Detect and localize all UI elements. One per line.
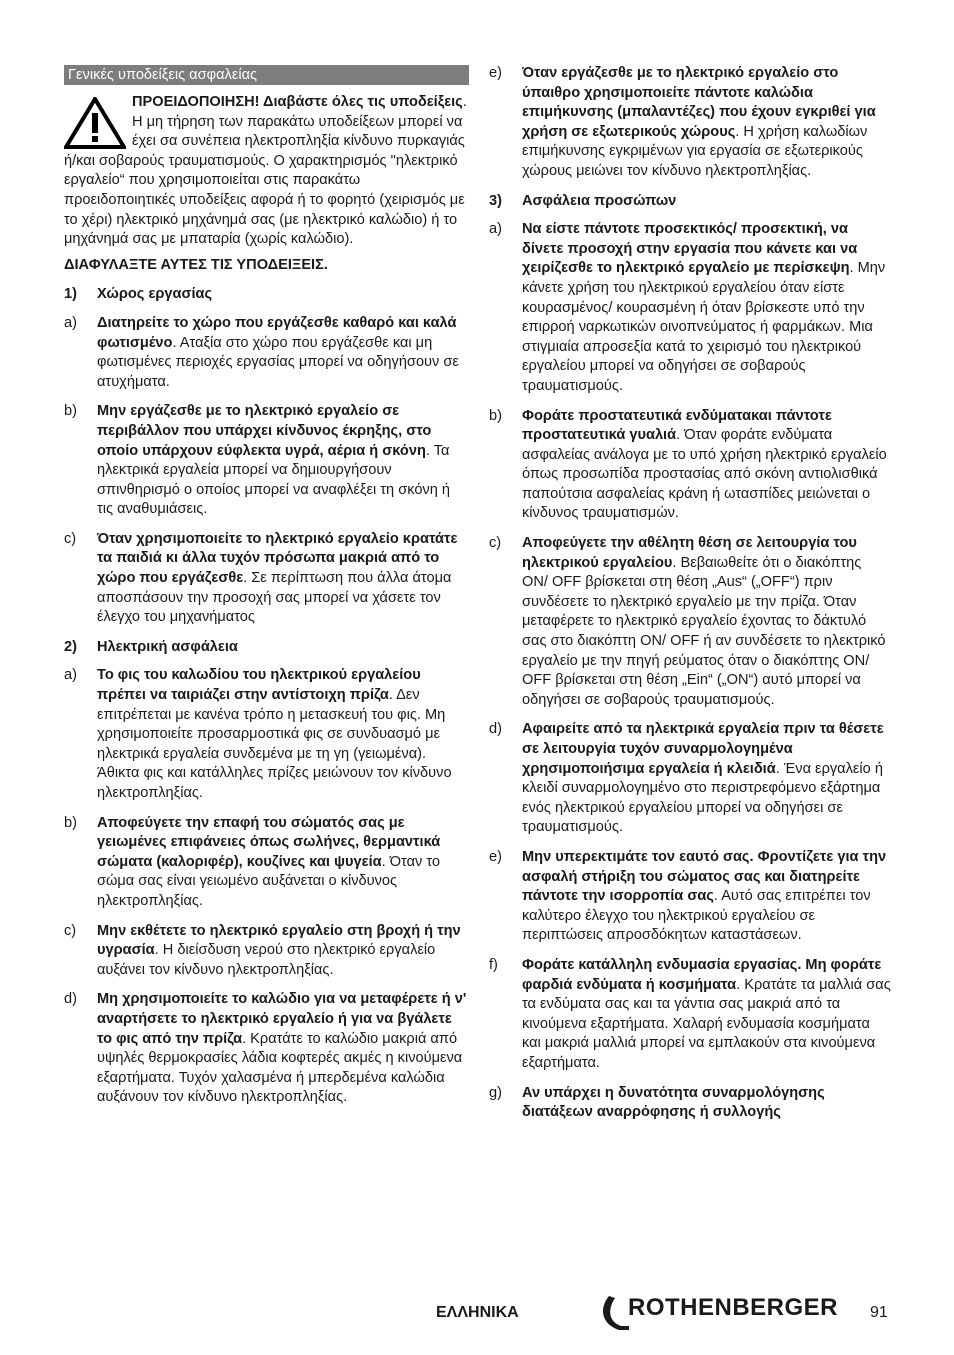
item-lead: Μην υπερεκτιμάτε τον εαυτό σας. Φροντίζετε για την ασφαλή στήριξη του σώματος σας και διατηρείτε πάντοτε την ισορροπία σας bbox=[522, 848, 887, 905]
item-label: e) bbox=[489, 65, 502, 81]
item-label: d) bbox=[64, 991, 77, 1008]
brand-swoosh-icon bbox=[597, 1292, 631, 1332]
item-lead: Διατηρείτε το χώρο που εργάζεσθε καθαρό και καλά φωτισμένο bbox=[97, 314, 457, 351]
list-item bbox=[489, 720, 891, 838]
section-1-title: Χώρος εργασίας bbox=[97, 286, 213, 303]
section-1-number: 1) bbox=[64, 286, 77, 303]
item-text: . Σε περίπτωση που άλλα άτομα αποσπάσουν την προσοχή σας μπορεί να χάσετε τον έλεγχο του μηχανήματος bbox=[97, 570, 452, 626]
item-lead: Αποφεύγετε την αθέλητη θέση σε λειτουργία του ηλεκτρικού εργαλείου bbox=[522, 535, 857, 571]
item-label: a) bbox=[489, 221, 502, 238]
item-text: . Η διείσδυση νερού στο ηλεκτρικό εργαλείο αυξάνει τον κίνδυνο ηλεκτροπληξίας. bbox=[97, 942, 436, 978]
item-label: g) bbox=[489, 1084, 502, 1101]
section-title: Γενικές υποδείξεις ασφαλείας bbox=[64, 65, 469, 85]
item-text: . Ένα εργαλείο ή κλειδί συναρμολογημένο στο περιστρεφόμενο εξάρτημα ενός ηλεκτρικού εργαλείου μπορεί να οδηγήσει σε τραυματισμούς. bbox=[522, 760, 883, 836]
item-lead: Φοράτε κατάλληλη ενδυμασία εργασίας. Μη φοράτε φαρδιά ενδύματα ή κοσμήματα bbox=[522, 956, 882, 993]
item-lead: Μην εκθέτετε το ηλεκτρικό εργαλείο στη βροχή ή την υγρασία bbox=[97, 922, 461, 959]
section-2-heading bbox=[64, 638, 469, 658]
list-item bbox=[489, 534, 891, 710]
list-item bbox=[489, 407, 891, 525]
list-item bbox=[64, 922, 469, 981]
item-lead: Το φις του καλωδίου του ηλεκτρικού εργαλείου πρέπει να ταιριάζει στην αντίστοιχη πρίζα bbox=[97, 667, 421, 704]
item-label: c) bbox=[489, 535, 502, 552]
brand-logo bbox=[597, 1292, 837, 1332]
item-label: a) bbox=[64, 314, 77, 331]
item-text: . Τα ηλεκτρικά εργαλεία μπορεί να δημιουργήσουν σπινθηρισμό ο οποίος μπορεί να αναφλέξει τη σκόνη ή τις αναθυμιάσεις. bbox=[97, 442, 451, 518]
section-1-heading bbox=[64, 285, 469, 305]
item-text: . Μην κάνετε χρήση του ηλεκτρικού εργαλείου όταν είστε κουρασμένος/ κουρασμένη ή όταν βρίσκεστε υπό την επιρροή ναρκωτικών οινοπνεύματος ή φαρμάκων. Μια στιγμιαία απροσεξία κατά το χειρισμό του ηλεκτρικού εργαλείου μπορεί να οδηγήσει σε σοβαρούς τραυματισμούς. bbox=[522, 260, 886, 394]
item-text: . Αταξία στο χώρο που εργάζεσθε και μη φωτισμένες περιοχές εργασίας μπορεί να οδηγήσουν σε ατυχήματα. bbox=[97, 334, 459, 390]
item-text: . Βεβαιωθείτε ότι ο διακόπτης ON/ OFF βρίσκεται στη θέση „Aus“ („OFF“) πριν συνδέσετε το ηλεκτρικό εργαλείο με την πρίζα. Όταν μεταφέρετε το ηλεκτρικό εργαλείο έχοντας το δάκτυλό σας στο διακόπτη ON/ OFF ή αν συνδέσετε το ηλεκτρικό εργαλείο με την πηγή ρεύματος όταν ο διακόπτης ON/ OFF βρίσκεται στη θέση „Ein“ („ON“) αυτό μπορεί να οδηγήσει σε σοβαρούς τραυματισμούς. bbox=[522, 554, 886, 708]
list-item bbox=[489, 1084, 891, 1123]
item-text: . Η χρήση καλωδίων επιμήκυνσης εγκριμένων για εργασία σε εξωτερικούς χώρους μειώνει τον κίνδυνο ηλεκτροπληξίας. bbox=[522, 123, 868, 179]
item-lead: Όταν χρησιμοποιείτε το ηλεκτρικό εργαλείο κρατάτε τα παιδιά κι άλλα τυχόν πρόσωπα μακριά από το χώρο που εργάζεσθε bbox=[97, 530, 458, 587]
item-lead: Όταν εργάζεσθε με το ηλεκτρικό εργαλείο στο ύπαιθρο χρησιμοποιείτε πάντοτε καλώδια επιμήκυνσης (μπαλαντέζες) που έχουν εγκριθεί για χρήση σε εξωτερικούς χώρους bbox=[522, 65, 876, 140]
warning-block bbox=[64, 93, 469, 250]
item-lead: Αφαιρείτε από τα ηλεκτρικά εργαλεία πριν τα θέσετε σε λειτουργία τυχόν συναρμολογημένα χρησιμοποιήσιμα εργαλεία ή κλειδιά bbox=[522, 721, 884, 777]
warning-lead: ΠΡΟΕΙΔΟΠΟΙΗΣΗ! Διαβάστε όλες τις υποδείξεις bbox=[132, 94, 463, 110]
keep-notice: ΔΙΑΦΥΛΑΞΤΕ ΑΥΤΕΣ ΤΙΣ ΥΠΟΔΕΙΞΕΙΣ. bbox=[64, 256, 328, 273]
item-label: b) bbox=[64, 403, 77, 420]
page-number: 91 bbox=[870, 1304, 888, 1321]
item-label: e) bbox=[489, 848, 502, 865]
list-item bbox=[64, 666, 469, 803]
list-item bbox=[489, 956, 891, 1074]
item-lead: Να είστε πάντοτε προσεκτικός/ προσεκτική, να δίνετε προσοχή στην εργασία που κάνετε και να χειρίζεσθε το ηλεκτρικό εργαλείο με περίσκεψη bbox=[522, 221, 858, 277]
item-label: a) bbox=[64, 667, 77, 684]
item-lead: Φοράτε προστατευτικά ενδύματακαι πάντοτε προστατευτικά γυαλιά bbox=[522, 407, 832, 444]
list-item bbox=[64, 402, 469, 520]
section-2-title: Ηλεκτρική ασφάλεια bbox=[97, 638, 238, 655]
section-2-number: 2) bbox=[64, 638, 77, 655]
section-3-number: 3) bbox=[489, 192, 502, 209]
section-3-heading bbox=[489, 192, 891, 212]
list-item bbox=[489, 220, 891, 396]
item-text: . Κρατάτε τα μαλλιά σας τα ενδύματα σας και τα γάντια σας μακριά από τα κινούμενα εξαρτήματα. Χαλαρή ενδυμασία κοσμήματα και μακριά μαλλιά μπορεί να εμπλακούν στα κινούμενα εξαρτήματα. bbox=[522, 976, 891, 1071]
warning-text: . Η μη τήρηση των παρακάτω υποδείξεων μπορεί να έχει σα συνέπεια ηλεκτροπληξία κίνδυνο πυρκαγιάς ή/και σοβαρούς τραυματισμούς. Ο χαρακτηρισμός "ηλεκτρικό εργαλείο“ που χρησιμοποιείται στις παρακάτω προειδοποιητικές υποδείξεις αφορά ή το φορητό (χειρισμός με το χέρι) ηλεκτρικό μηχάνημά σας (με ηλεκτρικό καλώδιο) ή το μηχάνημά σας με μπαταρία (χωρίς καλώδιο). bbox=[64, 94, 467, 248]
item-label: c) bbox=[64, 530, 77, 547]
item-text: . Όταν το σώμα σας είναι γειωμένο αυξάνεται ο κίνδυνος ηλεκτροπληξίας. bbox=[97, 853, 441, 909]
item-label: b) bbox=[489, 407, 502, 424]
item-lead: Μην εργάζεσθε με το ηλεκτρικό εργαλείο σε περιβάλλον που υπάρχει κίνδυνος έκρηξης, στο οποίο υπάρχουν εύφλεκτα υγρά, αέρια ή σκόνη bbox=[97, 403, 432, 459]
item-text: . Όταν φοράτε ενδύματα ασφαλείας ανάλογα με το υπό χρήση ηλεκτρικό εργαλείο όπως προσωπίδα προστασίας από σκόνη αντιολισθικά παπούτσια ασφαλείας κράνη ή ωτασπίδες μειώνεται ο κίνδυνος τραυματισμών. bbox=[522, 427, 887, 522]
list-item bbox=[64, 530, 469, 628]
list-item bbox=[64, 990, 469, 1108]
item-text: . Δεν επιτρέπεται με κανένα τρόπο η μετασκευή του φις. Μη χρησιμοποιείτε προσαρμοστικά φις σε συνδυασμό με ηλεκτρικά εργαλεία συνδεμένα με τη γη (γειωμένα). Άθικτα φις και κατάλληλες πρίζες μειώνουν τον κίνδυνο ηλεκτροπληξίας. bbox=[97, 687, 452, 801]
left-column bbox=[64, 64, 469, 1118]
list-item bbox=[489, 64, 891, 182]
item-label: b) bbox=[64, 814, 77, 831]
list-item bbox=[64, 814, 469, 912]
item-text: . Κρατάτε το καλώδιο μακριά από υψηλές θερμοκρασίες λάδια κοφτερές ακμές η κινούμενα εξαρτήματα. Τυχόν χαλασμένα ή μπερδεμένα καλώδια αυξάνουν τον κίνδυνο ηλεκτροπληξίας. bbox=[97, 1030, 463, 1106]
item-lead: Μη χρησιμοποιείτε το καλώδιο για να μεταφέρετε ή ν' αναρτήσετε το ηλεκτρικό εργαλείο ή για να βγάλετε το φις από την πρίζα bbox=[97, 991, 467, 1047]
right-column bbox=[489, 64, 891, 1133]
brand-name: ROTHENBERGER bbox=[628, 1294, 839, 1321]
item-label: d) bbox=[489, 721, 502, 738]
item-lead: Αν υπάρχει η δυνατότητα συναρμολόγησης διατάξεων αναρρόφησης ή συλλογής bbox=[522, 1084, 825, 1121]
item-label: f) bbox=[489, 956, 498, 973]
list-item bbox=[64, 314, 469, 392]
item-label: c) bbox=[64, 922, 77, 939]
list-item bbox=[489, 848, 891, 946]
item-lead: Αποφεύγετε την επαφή του σώματός σας με γειωμένες επιφάνειες όπως σωλήνες, θερμαντικά σώματα (καλοριφέρ), κουζίνες και ψυγεία bbox=[97, 814, 441, 870]
item-text: . Αυτό σας επιτρέπει τον καλύτερο έλεγχο του ηλεκτρικού εργαλείου σε περιπτώσεις απροσδόκητων καταστάσεων. bbox=[522, 888, 871, 944]
footer-language: ΕΛΛΗΝΙΚΑ bbox=[436, 1304, 519, 1321]
warning-triangle-icon bbox=[64, 97, 126, 149]
section-3-title: Ασφάλεια προσώπων bbox=[522, 192, 677, 209]
